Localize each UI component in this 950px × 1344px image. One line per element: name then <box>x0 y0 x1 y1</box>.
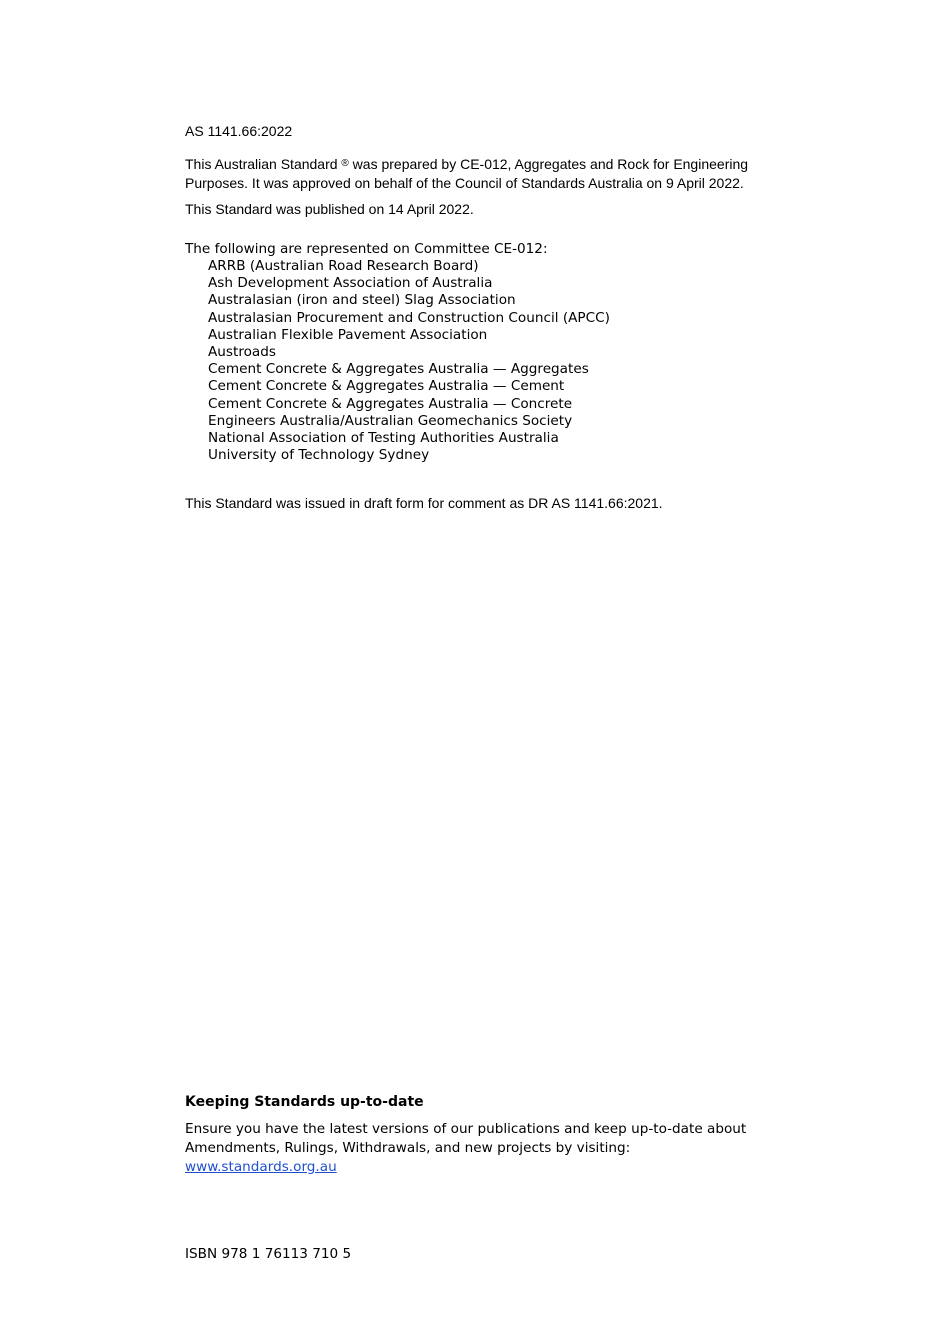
committee-member: Austroads <box>208 344 276 361</box>
committee-member: Australian Flexible Pavement Association <box>208 326 488 343</box>
keeping-standards-paragraph <box>185 1120 775 1177</box>
committee-heading: The following are represented on Committee CE-012: <box>185 241 548 257</box>
keeping-standards-text: Ensure you have the latest versions of our publications and keep up-to-date about Amendments, Rulings, Withdrawals, and new projects by visiting: <box>185 1121 747 1156</box>
isbn-number: ISBN 978 1 76113 710 5 <box>185 1246 352 1262</box>
committee-member: Ash Development Association of Australia <box>208 275 493 292</box>
committee-member: National Association of Testing Authorities Australia <box>208 430 559 447</box>
standards-website-link[interactable]: www.standards.org.au <box>185 1159 337 1175</box>
preparation-text-start: This Australian Standard <box>185 156 338 172</box>
preparation-text-end: was prepared by CE-012, Aggregates and Rock for Engineering Purposes. It was approved on behalf of the Council of Standards Australia on 9 April 2022. <box>185 156 749 191</box>
committee-member: ARRB (Australian Road Research Board) <box>208 258 479 274</box>
preparation-paragraph <box>185 155 775 193</box>
keeping-standards-heading: Keeping Standards up-to-date <box>185 1094 424 1110</box>
committee-member: Engineers Australia/Australian Geomechanics Society <box>208 412 573 429</box>
committee-member: Cement Concrete & Aggregates Australia — Aggregates <box>208 361 589 378</box>
committee-member: University of Technology Sydney <box>208 447 430 464</box>
draft-note: This Standard was issued in draft form for comment as DR AS 1141.66:2021. <box>185 495 663 511</box>
committee-member: Cement Concrete & Aggregates Australia — Concrete <box>208 395 573 412</box>
committee-member: Cement Concrete & Aggregates Australia — Cement <box>208 378 565 395</box>
document-id: AS 1141.66:2022 <box>185 123 293 139</box>
published-date-statement: This Standard was published on 14 April 2022. <box>185 201 474 217</box>
registered-mark: ® <box>341 158 349 169</box>
committee-member: Australasian (iron and steel) Slag Association <box>208 292 516 309</box>
committee-member-list <box>185 258 785 464</box>
committee-member: Australasian Procurement and Construction Council (APCC) <box>208 309 610 326</box>
committee-section <box>185 240 785 464</box>
